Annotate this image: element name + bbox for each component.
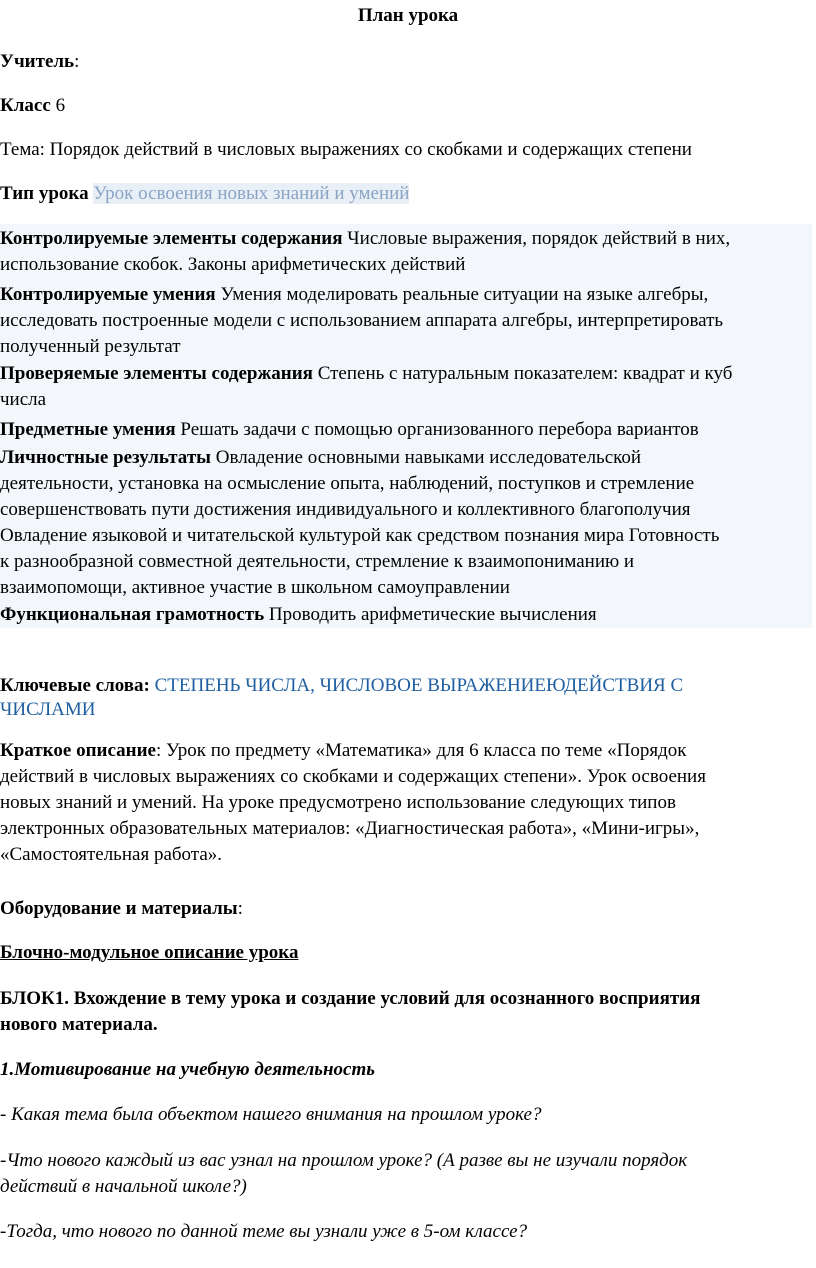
- topic-value: Порядок действий в числовых выражениях со скобками и содержащих степени: [49, 139, 692, 160]
- teacher-label: Учитель: [0, 51, 75, 72]
- block1-heading-2: нового материала.: [0, 1014, 158, 1035]
- summary-text-2: действий в числовых выражениях со скобками и содержащих степени». Урок освоения: [0, 766, 706, 787]
- controlled-skills-value-3: полученный результат: [0, 336, 181, 357]
- block-desc-heading: Блочно-модульное описание урока: [0, 942, 299, 963]
- func-literacy-value: Проводить арифметические вычисления: [268, 604, 597, 625]
- topic-row: [0, 138, 692, 162]
- class-value: 6: [55, 95, 66, 116]
- subject-skills-value: Решать задачи с помощью организованного перебора вариантов: [180, 419, 699, 440]
- controlled-skills-value-2: исследовать построенные модели с использованием аппарата алгебры, интерпретировать: [0, 310, 724, 331]
- lesson-type-label: Тип урока: [0, 183, 89, 204]
- summary-label: Краткое описание: [0, 740, 156, 761]
- controlled-skills-row: [0, 283, 708, 307]
- personal-results-value-1: Овладение основными навыками исследовательской: [215, 447, 642, 468]
- checked-elements-row: [0, 362, 732, 386]
- summary-paragraph: [0, 738, 812, 868]
- keywords-label: Ключевые слова:: [0, 675, 150, 696]
- summary-text-5: «Самостоятельная работа».: [0, 844, 223, 865]
- controlled-elements-value-1: Числовые выражения, порядок действий в них,: [347, 228, 731, 249]
- lesson-type-value: Урок освоения новых знаний и умений: [93, 183, 410, 204]
- keywords-value-1: СТЕПЕНЬ ЧИСЛА, ЧИСЛОВОЕ ВЫРАЖЕНИЕЮДЕЙСТВИЯ С: [154, 675, 684, 696]
- lesson-type-row: [0, 182, 409, 206]
- summary-text-1: : Урок по предмету «Математика» для 6 класса по теме «Порядок: [155, 740, 687, 761]
- subject-skills-label: Предметные умения: [0, 419, 176, 440]
- controlled-skills-label: Контролируемые умения: [0, 284, 216, 305]
- personal-results-value-6: взаимопомощи, активное участие в школьном самоуправлении: [0, 577, 510, 598]
- checked-elements-label: Проверяемые элементы содержания: [0, 363, 313, 384]
- motivation-heading: 1.Мотивирование на учебную деятельность: [0, 1059, 375, 1080]
- personal-results-value-5: к разнообразной совместной деятельности, стремление к взаимопониманию и: [0, 551, 635, 572]
- block-desc-row: [0, 941, 298, 965]
- subject-skills-row: [0, 418, 699, 442]
- page-title: План урока: [357, 5, 459, 26]
- personal-results-label: Личностные результаты: [0, 447, 211, 468]
- summary-text-3: новых знаний и умений. На уроке предусмотрено использование следующих типов: [0, 792, 676, 813]
- question-2: [0, 1148, 812, 1200]
- controlled-elements-row: [0, 227, 730, 251]
- keywords-value-2: ЧИСЛАМИ: [0, 699, 96, 720]
- func-literacy-row: [0, 603, 597, 627]
- question-2-line-2: действий в начальной школе?): [0, 1176, 247, 1197]
- equipment-row: Оборудование и материалы:: [0, 898, 243, 919]
- keywords-row: [0, 674, 683, 698]
- block1-heading-1: БЛОК1. Вхождение в тему урока и создание условий для осознанного восприятия: [0, 988, 701, 1009]
- checked-elements-value-1: Степень с натуральным показателем: квадрат и куб: [317, 363, 733, 384]
- controlled-skills-value-1: Умения моделировать реальные ситуации на языке алгебры,: [220, 284, 709, 305]
- topic-label: Тема:: [0, 139, 45, 160]
- class-label: Класс: [0, 95, 51, 116]
- question-3: -Тогда, что нового по данной теме вы узнали уже в 5-ом классе?: [0, 1221, 528, 1242]
- block1-heading: [0, 986, 812, 1038]
- teacher-row: Учитель:: [0, 51, 80, 72]
- controlled-elements-label: Контролируемые элементы содержания: [0, 228, 343, 249]
- func-literacy-label: Функциональная грамотность: [0, 604, 265, 625]
- personal-results-value-4: Овладение языковой и читательской культурой как средством познания мира Готовность: [0, 525, 720, 546]
- question-2-line-1: -Что нового каждый из вас узнал на прошлом уроке? (А разве вы не изучали порядок: [0, 1150, 688, 1171]
- equipment-label: Оборудование и материалы: [0, 898, 238, 919]
- summary-text-4: электронных образовательных материалов: «Диагностическая работа», «Мини-игры»,: [0, 818, 700, 839]
- controlled-elements-value-2: использование скобок. Законы арифметических действий: [0, 254, 466, 275]
- checked-elements-value-2: числа: [0, 389, 47, 410]
- class-row: [0, 94, 65, 118]
- question-1: - Какая тема была объектом нашего внимания на прошлом уроке?: [0, 1104, 542, 1125]
- personal-results-row: [0, 446, 641, 470]
- personal-results-value-2: деятельности, установка на осмысление опыта, наблюдений, поступков и стремление: [0, 473, 695, 494]
- motivation-row: [0, 1058, 375, 1082]
- personal-results-value-3: совершенствовать пути достижения индивидуального и коллективного благополучия: [0, 499, 691, 520]
